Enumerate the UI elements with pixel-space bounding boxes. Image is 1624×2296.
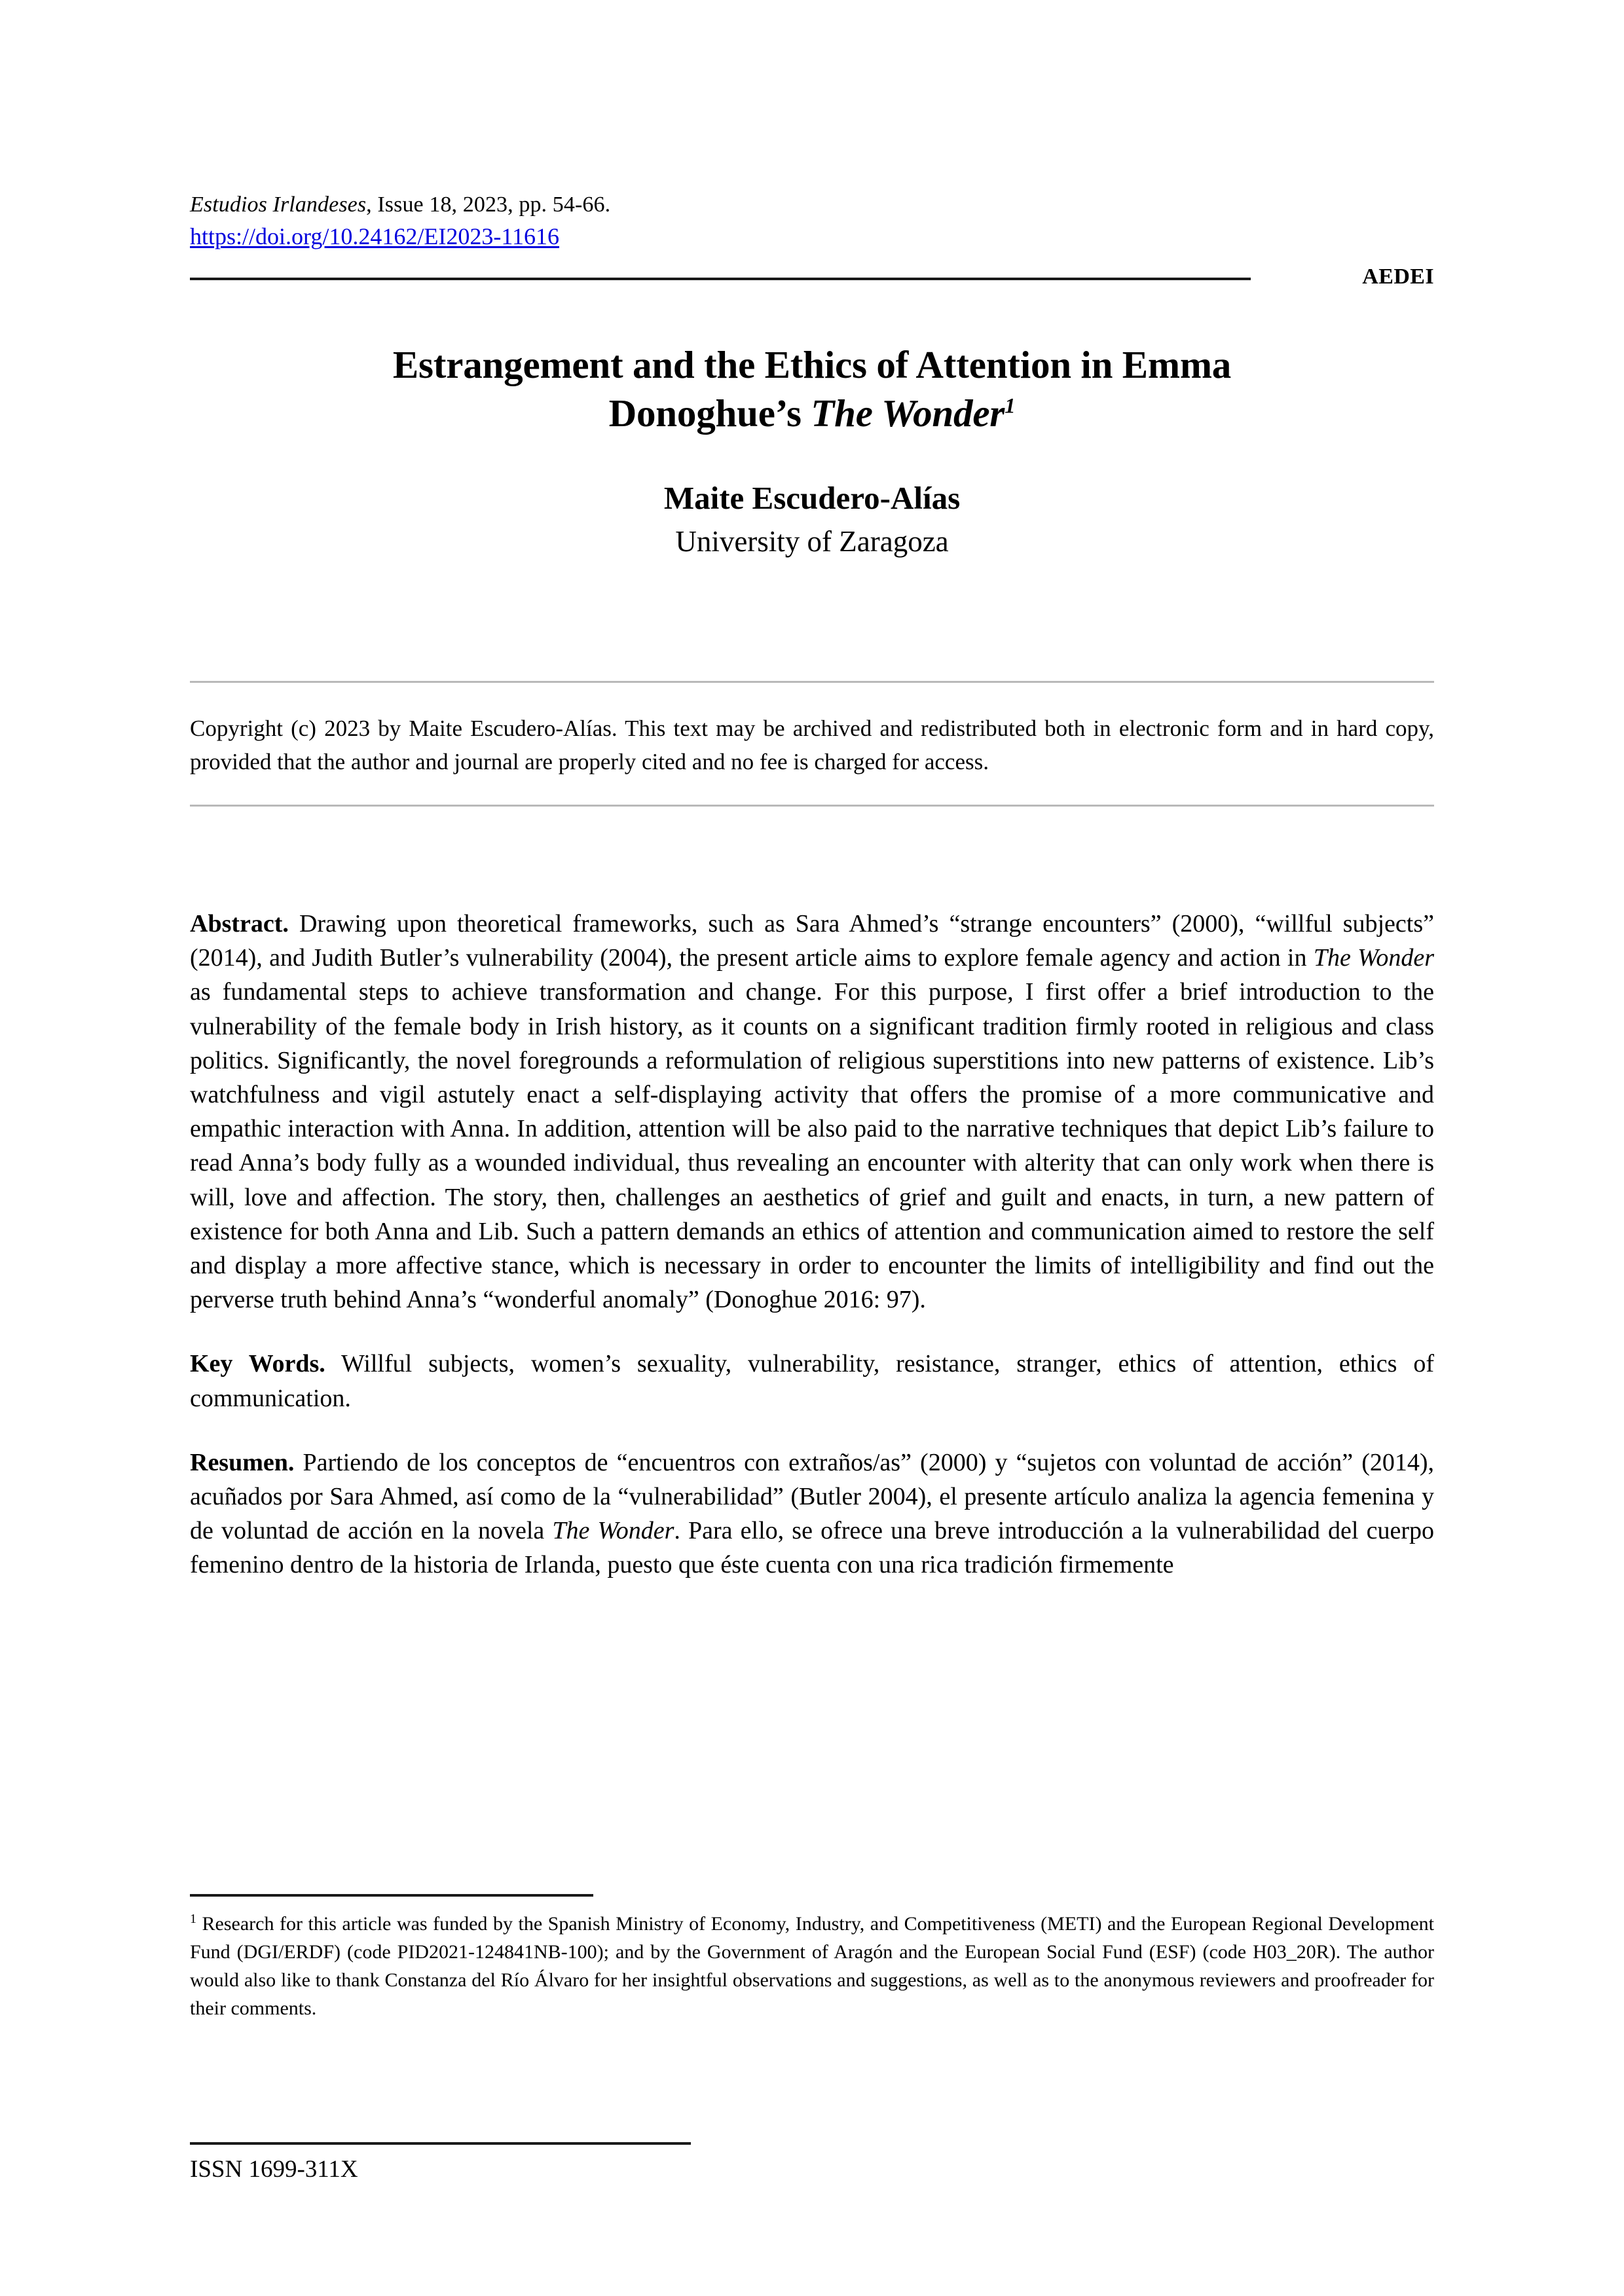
abstract-label: Abstract. [190, 910, 289, 938]
footer-block [190, 2142, 1434, 2185]
author-affiliation: University of Zaragoza [675, 525, 949, 558]
page-title [190, 340, 1434, 437]
copyright-text: Copyright (c) 2023 by Maite Escudero-Alías. This text may be archived and redistributed both in electronic form and in hard copy, provided that the author and journal are properly cited and no fee is charged for access. [190, 716, 1434, 774]
resumen-paragraph [190, 1446, 1434, 1582]
copyright-block [190, 681, 1434, 807]
abstract-italic-work: The Wonder [1313, 944, 1434, 972]
abstract-paragraph [190, 907, 1434, 1317]
keywords-label: Key Words. [190, 1350, 325, 1378]
resumen-text-part-2: . Para ello, se ofrece una breve introducción a la vulnerabilidad del cuerpo femenino dentro de la historia de Irlanda, puesto que éste cuenta con una rica tradición firmemente [190, 1517, 1435, 1579]
title-work-italic: The Wonder [811, 392, 1005, 435]
footnote-text [190, 1910, 1434, 2022]
publisher-label: AEDEI [1362, 264, 1434, 289]
masthead-rule [190, 278, 1251, 280]
title-line-1: Estrangement and the Ethics of Attention in Emma [392, 343, 1232, 386]
footnote-body: Research for this article was funded by the Spanish Ministry of Economy, Industry, and Competitiveness (METI) and the European Regional Development Fund (DGI/ERDF) (code PID2021-124841NB-100); and by the Government of Aragón and the European Social Fund (ESF) (code H03_20R). The author would also like to thank Constanza del Río Álvaro for her insightful observations and suggestions, as well as to the anonymous reviewers and proofreader for their comments. [190, 1913, 1434, 2019]
abstract-text-part-2: as fundamental steps to achieve transformation and change. For this purpose, I first offer a brief introduction to the vulnerability of the female body in Irish history, as it counts on a significant tradition firmly rooted in religious and class politics. Significantly, the novel foregrounds a reformulation of religious superstitions into new patterns of existence. Lib’s watchfulness and vigil astutely enact a self-displaying activity that offers the promise of a more communicative and empathic interaction with Anna. In addition, attention will be also paid to the narrative techniques that depict Lib’s failure to read Anna’s body fully as a wounded individual, thus revealing an encounter with alterity that can only work when there is will, love and affection. The story, then, challenges an aesthetics of grief and guilt and enacts, in turn, a new pattern of existence for both Anna and Lib. Such a pattern demands an ethics of attention and communication aimed to restore the self and display a more affective stance, which is necessary in order to encounter the limits of intelligibility and find out the perverse truth behind Anna’s “wonderful anomaly” (Donoghue 2016: 97). [190, 978, 1434, 1314]
keywords-text: Willful subjects, women’s sexuality, vulnerability, resistance, stranger, ethics of attention, ethics of communication. [190, 1350, 1434, 1412]
resumen-text-part-1: Partiendo de los conceptos de “encuentros con extraños/as” (2000) y “sujetos con voluntad de acción” (2014), acuñados por Sara Ahmed, así como de la “vulnerabilidad” (Butler 2004), el presente artículo analiza la agencia femenina y de voluntad de acción en la novela [190, 1448, 1434, 1545]
copyright-bottom-divider [190, 805, 1434, 807]
title-footnote-marker: 1 [1005, 394, 1016, 418]
footnote-marker: 1 [190, 1912, 196, 1926]
doi-link[interactable]: https://doi.org/10.24162/EI2023-11616 [190, 223, 559, 249]
title-block [190, 340, 1434, 560]
resumen-italic-work: The Wonder [552, 1517, 674, 1545]
title-line-2-plain: Donoghue’s [608, 392, 811, 435]
footer-separator [190, 2142, 691, 2145]
journal-issue-info: , Issue 18, 2023, pp. 54-66. [366, 192, 611, 217]
abstract-text-part-1: Drawing upon theoretical frameworks, such as Sara Ahmed’s “strange encounters” (2000), “willful subjects” (2014), and Judith Butler’s vulnerability (2004), the present article aims to explore female agency and action in [190, 910, 1434, 972]
footnote-separator [190, 1894, 593, 1897]
journal-name: Estudios Irlandeses [190, 192, 367, 217]
journal-citation-line [190, 190, 1434, 220]
footnote-block [190, 1894, 1434, 2022]
masthead [190, 190, 1434, 291]
issn-label: ISSN 1699-311X [190, 2156, 358, 2183]
body-block [190, 907, 1434, 1582]
keywords-paragraph [190, 1347, 1434, 1415]
resumen-label: Resumen. [190, 1448, 295, 1476]
author-name: Maite Escudero-Alías [663, 480, 961, 516]
masthead-rule-row [190, 255, 1434, 291]
